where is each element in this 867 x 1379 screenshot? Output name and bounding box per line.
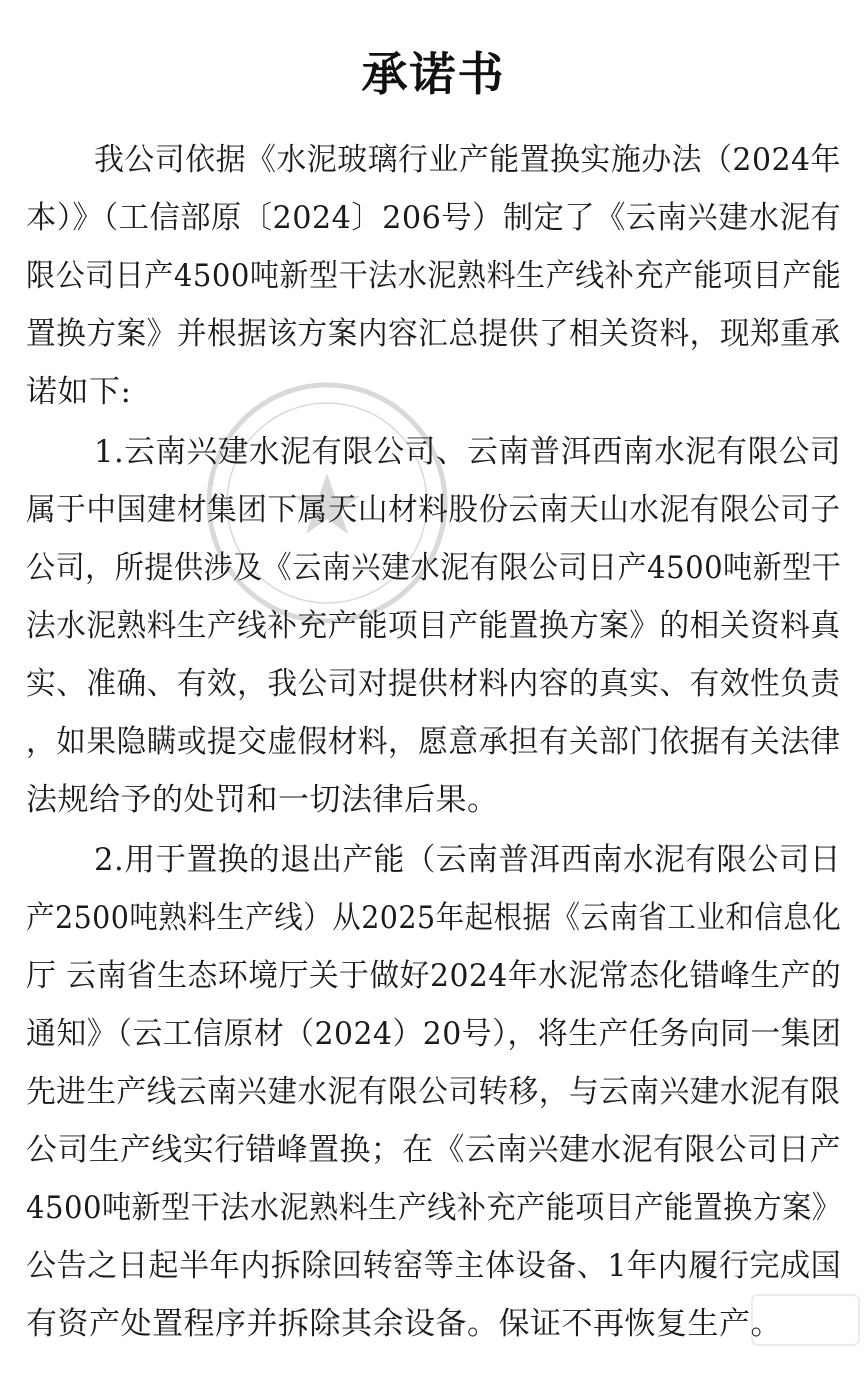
body-line: 1.云南兴建水泥有限公司、云南普洱西南水泥有限公司: [94, 434, 842, 470]
body-line: 限公司日产4500吨新型干法水泥熟料生产线补充产能项目产能: [26, 258, 842, 294]
body-line: 公司，所提供涉及《云南兴建水泥有限公司日产4500吨新型干: [26, 550, 842, 586]
body-line: 先进生产线云南兴建水泥有限公司转移，与云南兴建水泥有限: [26, 1074, 841, 1110]
body-line: 法水泥熟料生产线补充产能项目产能置换方案》的相关资料真: [26, 608, 841, 644]
body-line: 实、准确、有效，我公司对提供材料内容的真实、有效性负责: [26, 666, 841, 702]
document-title: 承诺书: [361, 47, 506, 101]
body-line: 有资产处置程序并拆除其余设备。保证不再恢复生产。: [26, 1306, 782, 1342]
body-line: 通知》（云工信原材（2024）20号），将生产任务向同一集团: [26, 1016, 842, 1052]
body-line: 法规给予的处罚和一切法律后果。: [26, 782, 499, 818]
body-line: 本）》（工信部原〔2024〕206号）制定了《云南兴建水泥有: [26, 200, 842, 236]
body-line: 产2500吨熟料生产线）从2025年起根据《云南省工业和信息化: [26, 900, 842, 936]
body-line: 公司生产线实行错峰置换；在《云南兴建水泥有限公司日产: [26, 1132, 841, 1168]
body-line: 我公司依据《水泥玻璃行业产能置换实施办法（2024年: [94, 142, 841, 178]
body-line: 置换方案》并根据该方案内容汇总提供了相关资料，现郑重承: [26, 316, 841, 352]
body-line: 属于中国建材集团下属天山材料股份云南天山水泥有限公司子: [26, 492, 841, 528]
body-line: 诺如下:: [26, 374, 132, 410]
body-line: 厅 云南省生态环境厅关于做好2024年水泥常态化错峰生产的: [26, 958, 842, 994]
body-line: 2.用于置换的退出产能（云南普洱西南水泥有限公司日: [94, 842, 842, 878]
body-line: 4500吨新型干法水泥熟料生产线补充产能项目产能置换方案》: [26, 1190, 842, 1226]
body-line: 公告之日起半年内拆除回转窑等主体设备、1年内履行完成国: [26, 1248, 842, 1284]
body-line: ，如果隐瞒或提交虚假材料，愿意承担有关部门依据有关法律: [26, 724, 841, 760]
